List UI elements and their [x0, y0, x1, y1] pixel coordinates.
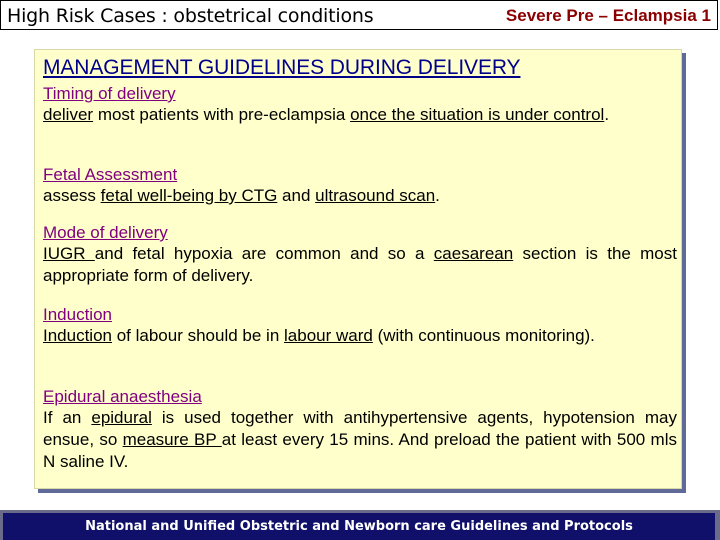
text-fragment: fetal well-being by CTG [100, 186, 278, 205]
section-fetal-assessment [43, 164, 677, 207]
page-title: MANAGEMENT GUIDELINES DURING DELIVERY [43, 56, 521, 79]
text-fragment: caesarean [433, 244, 514, 263]
section-epidural [43, 386, 677, 473]
text-fragment: (with continuous monitoring). [372, 326, 595, 345]
section-text [43, 104, 677, 126]
section-text [43, 185, 677, 207]
text-fragment: and [277, 186, 316, 205]
text-fragment: Induction [43, 326, 112, 345]
text-fragment: . [604, 105, 610, 124]
text-fragment: once the situation is under control [350, 105, 605, 124]
section-text [43, 325, 677, 347]
section-title: Mode of delivery [43, 223, 168, 242]
section-title: Timing of delivery [43, 84, 176, 103]
text-fragment: section is the most appropriate form of delivery. [43, 244, 677, 285]
section-title: Fetal Assessment [43, 165, 178, 184]
header-topic: High Risk Cases : obstetrical conditions [7, 5, 374, 27]
text-fragment: ultrasound scan [315, 186, 436, 205]
text-fragment: ward [336, 326, 373, 345]
text-fragment: and fetal hypoxia are common and so a [94, 244, 434, 263]
text-fragment: assess [43, 186, 101, 205]
text-fragment: IUGR [43, 244, 95, 263]
text-fragment: epidural [91, 408, 152, 427]
section-title: Induction [43, 305, 112, 324]
section-timing [43, 83, 677, 126]
text-fragment: If an [43, 408, 92, 427]
text-fragment: at least every 15 mins. And preload the patient with 500 mls N saline IV. [43, 430, 677, 471]
text-fragment: is used together with antihypertensive agents, hypotension may ensue, so [43, 408, 677, 449]
text-fragment: measure BP [122, 430, 222, 449]
section-mode-of-delivery [43, 222, 677, 287]
text-fragment: deliver [43, 105, 94, 124]
section-induction [43, 304, 677, 347]
footer-banner: National and Unified Obstetric and Newborn care Guidelines and Protocols [3, 513, 715, 540]
section-text [43, 407, 677, 473]
text-fragment: most patients with pre-eclampsia [93, 105, 351, 124]
text-fragment: of labour should be in [112, 326, 285, 345]
slide-header [0, 0, 718, 30]
section-text [43, 243, 677, 287]
text-fragment: . [435, 186, 440, 205]
section-title: Epidural anaesthesia [43, 387, 202, 406]
text-fragment: labour [284, 326, 336, 345]
header-slide-title: Severe Pre – Eclampsia 1 [505, 6, 711, 25]
